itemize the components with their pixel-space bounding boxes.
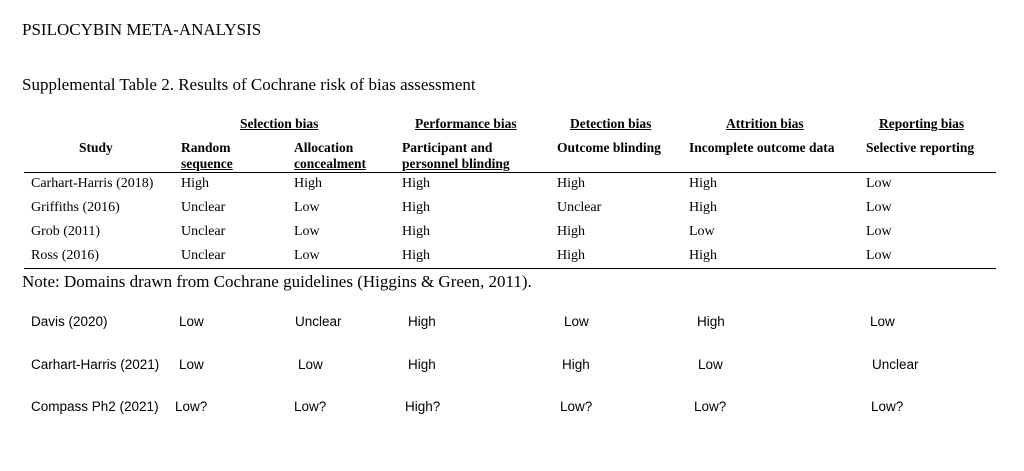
extra-cell-random: Low (179, 357, 204, 372)
table-cell-study: Carhart-Harris (2018) (31, 176, 154, 191)
table-cell-allocation: Low (294, 248, 320, 263)
extra-cell-study: Davis (2020) (31, 314, 108, 329)
extra-cell-incomplete: Low (698, 357, 723, 372)
table-cell-incomplete: High (689, 248, 717, 263)
column-header-random-sequence: Random sequence (181, 140, 233, 171)
column-header-study: Study (79, 140, 113, 155)
extra-cell-participant: High (408, 314, 436, 329)
table-cell-incomplete: High (689, 176, 717, 191)
table-cell-random: Unclear (181, 224, 226, 239)
extra-cell-study: Compass Ph2 (2021) (31, 399, 159, 414)
table-cell-outcome: High (557, 248, 585, 263)
table-cell-participant: High (402, 176, 430, 191)
page-header: PSILOCYBIN META-ANALYSIS (22, 20, 262, 39)
extra-cell-selective: Low? (871, 399, 904, 414)
table-cell-selective: Low (866, 224, 892, 239)
extra-cell-participant: High (408, 357, 436, 372)
table-cell-outcome: High (557, 224, 585, 239)
extra-cell-study: Carhart-Harris (2021) (31, 357, 160, 372)
column-header-participant-blinding: Participant and personnel blinding (402, 140, 510, 171)
table-cell-incomplete: Low (689, 224, 715, 239)
extra-cell-outcome: Low? (560, 399, 593, 414)
extra-cell-participant: High? (405, 399, 441, 414)
table-cell-participant: High (402, 200, 430, 215)
column-header-outcome-blinding: Outcome blinding (557, 140, 661, 155)
table-cell-selective: Low (866, 248, 892, 263)
table-rule-bottom (24, 268, 996, 269)
table-cell-incomplete: High (689, 200, 717, 215)
table-cell-outcome: High (557, 176, 585, 191)
column-header-selective-reporting: Selective reporting (866, 140, 975, 155)
table-cell-random: High (181, 176, 209, 191)
extra-cell-allocation: Low? (294, 399, 327, 414)
table-cell-allocation: Low (294, 200, 320, 215)
group-attrition-bias: Attrition bias (726, 116, 804, 131)
extra-cell-selective: Unclear (872, 357, 919, 372)
extra-cell-allocation: Unclear (295, 314, 342, 329)
column-header-allocation-concealment: Allocation concealment (294, 140, 366, 171)
table-cell-study: Grob (2011) (31, 224, 101, 239)
table-cell-participant: High (402, 248, 430, 263)
table-caption: Supplemental Table 2. Results of Cochrane risk of bias assessment (22, 75, 476, 94)
table-cell-study: Ross (2016) (31, 248, 100, 263)
table-cell-study: Griffiths (2016) (31, 200, 120, 215)
extra-cell-outcome: Low (564, 314, 589, 329)
table-cell-selective: Low (866, 200, 892, 215)
table-cell-allocation: High (294, 176, 322, 191)
extra-cell-incomplete: Low? (694, 399, 727, 414)
table-cell-selective: Low (866, 176, 892, 191)
table-rule-top (24, 172, 996, 173)
table-cell-participant: High (402, 224, 430, 239)
table-cell-outcome: Unclear (557, 200, 602, 215)
table-note: Note: Domains drawn from Cochrane guidelines (Higgins & Green, 2011). (22, 272, 532, 291)
group-performance-bias: Performance bias (415, 116, 517, 131)
extra-cell-allocation: Low (298, 357, 323, 372)
table-cell-random: Unclear (181, 248, 226, 263)
extra-cell-incomplete: High (697, 314, 725, 329)
column-header-incomplete-outcome: Incomplete outcome data (689, 140, 835, 155)
table-cell-allocation: Low (294, 224, 320, 239)
extra-cell-selective: Low (870, 314, 895, 329)
extra-cell-outcome: High (562, 357, 590, 372)
group-reporting-bias: Reporting bias (879, 116, 965, 131)
table-cell-random: Unclear (181, 200, 226, 215)
extra-cell-random: Low (179, 314, 204, 329)
group-selection-bias: Selection bias (240, 116, 319, 131)
extra-cell-random: Low? (175, 399, 208, 414)
group-detection-bias: Detection bias (570, 116, 652, 131)
